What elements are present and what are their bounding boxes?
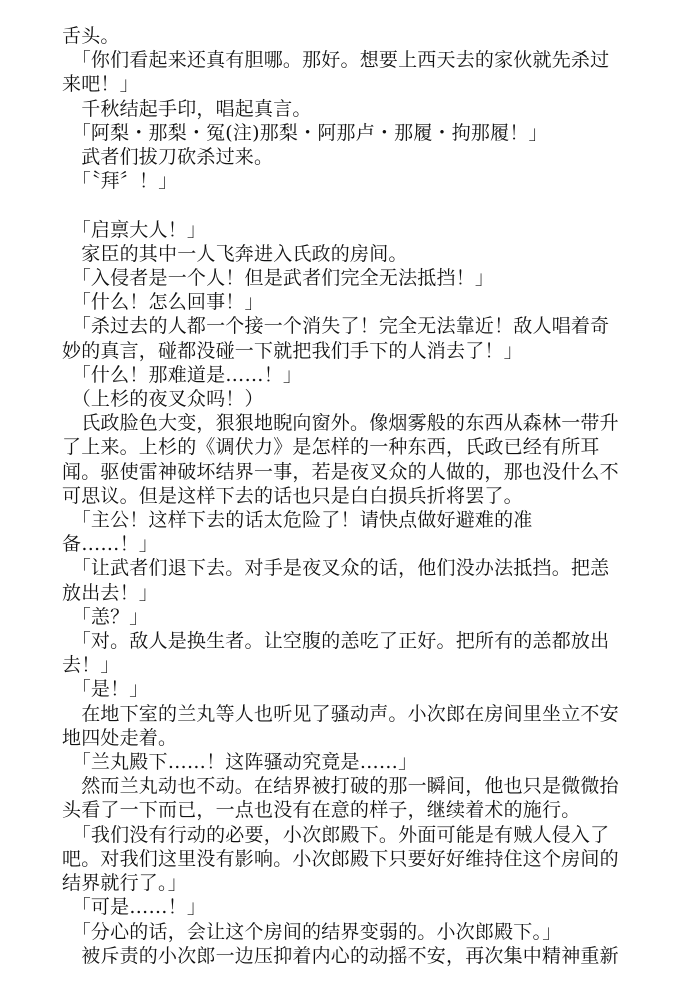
text-line: 「恙？」 (62, 605, 149, 628)
text-line: 妙的真言，碰都没碰一下就把我们手下的人消去了！」 (62, 339, 523, 362)
text-line: 吧。对我们这里没有影响。小次郎殿下只要好好维持住这个房间的 (62, 847, 619, 870)
text-line: 「你们看起来还真有胆哪。那好。想要上西天去的家伙就先杀过 (62, 49, 610, 72)
text-line: 去！」 (62, 654, 120, 677)
text-line: 然而兰丸动也不动。在结界被打破的那一瞬间，他也只是微微抬 (62, 775, 619, 798)
text-line: 舌头。 (62, 25, 120, 47)
text-line: 「是！」 (62, 678, 149, 701)
text-line: 放出去！」 (62, 581, 159, 604)
text-line: 千秋结起手印，唱起真言。 (62, 97, 312, 120)
text-line: 「让武者们退下去。对手是夜叉众的话，他们没办法抵挡。把恙 (62, 557, 610, 580)
text-line: 「阿梨・那梨・冤(注)那梨・阿那卢・那履・拘那履！」 (62, 121, 548, 144)
text-line: 在地下室的兰丸等人也听见了骚动声。小次郎在房间里坐立不安 (62, 702, 619, 725)
text-line: 「什么！怎么回事！」 (62, 291, 264, 314)
text-line: 「启禀大人！」 (62, 218, 207, 241)
text-line: 「主公！这样下去的话太危险了！请快点做好避难的准 (62, 509, 533, 532)
blank-line (62, 193, 640, 217)
text-line: 「兰丸殿下……！这阵骚动究竟是……」 (62, 751, 418, 774)
text-line: 「对。敌人是换生者。让空腹的恙吃了正好。把所有的恙都放出 (62, 630, 610, 653)
text-line: 「可是……！」 (62, 896, 207, 919)
text-line: 氏政脸色大变，狠狠地睨向窗外。像烟雾般的东西从森林一带升 (62, 412, 619, 435)
text-line: 头看了一下而已，一点也没有在意的样子，继续着术的施行。 (62, 799, 581, 822)
text-line: 闻。驱使雷神破坏结界一事，若是夜叉众的人做的，那也没什么不 (62, 460, 619, 483)
text-line: 「我们没有行动的必要，小次郎殿下。外面可能是有贼人侵入了 (62, 823, 610, 846)
text-line: 了上来。上杉的《调伏力》是怎样的一种东西，氏政已经有所耳 (62, 436, 600, 459)
text-line: 「分心的话，会让这个房间的结界变弱的。小次郎殿下。」 (62, 920, 562, 943)
text-line: 可思议。但是这样下去的话也只是白白损兵折将罢了。 (62, 484, 523, 507)
text-line: 武者们拔刀砍杀过来。 (62, 146, 274, 169)
text-line: 家臣的其中一人飞奔进入氏政的房间。 (62, 242, 408, 265)
text-line: 「杀过去的人都一个接一个消失了！完全无法靠近！敌人唱着奇 (62, 315, 610, 338)
text-line: （上杉的夜叉众吗！） (62, 388, 264, 411)
text-line: 被斥责的小次郎一边压抑着内心的动摇不安，再次集中精神重新 (62, 944, 619, 967)
text-line: 地四处走着。 (62, 726, 178, 749)
text-line: 「什么！那难道是……！」 (62, 363, 303, 386)
text-line: 备……！」 (62, 533, 159, 556)
text-line: 「入侵者是一个人！但是武者们完全无法抵挡！」 (62, 267, 495, 290)
text-line: 结界就行了。」 (62, 872, 187, 895)
text-line: 来吧！」 (62, 73, 139, 96)
text-line: 「〝拜〞！」 (62, 170, 178, 193)
